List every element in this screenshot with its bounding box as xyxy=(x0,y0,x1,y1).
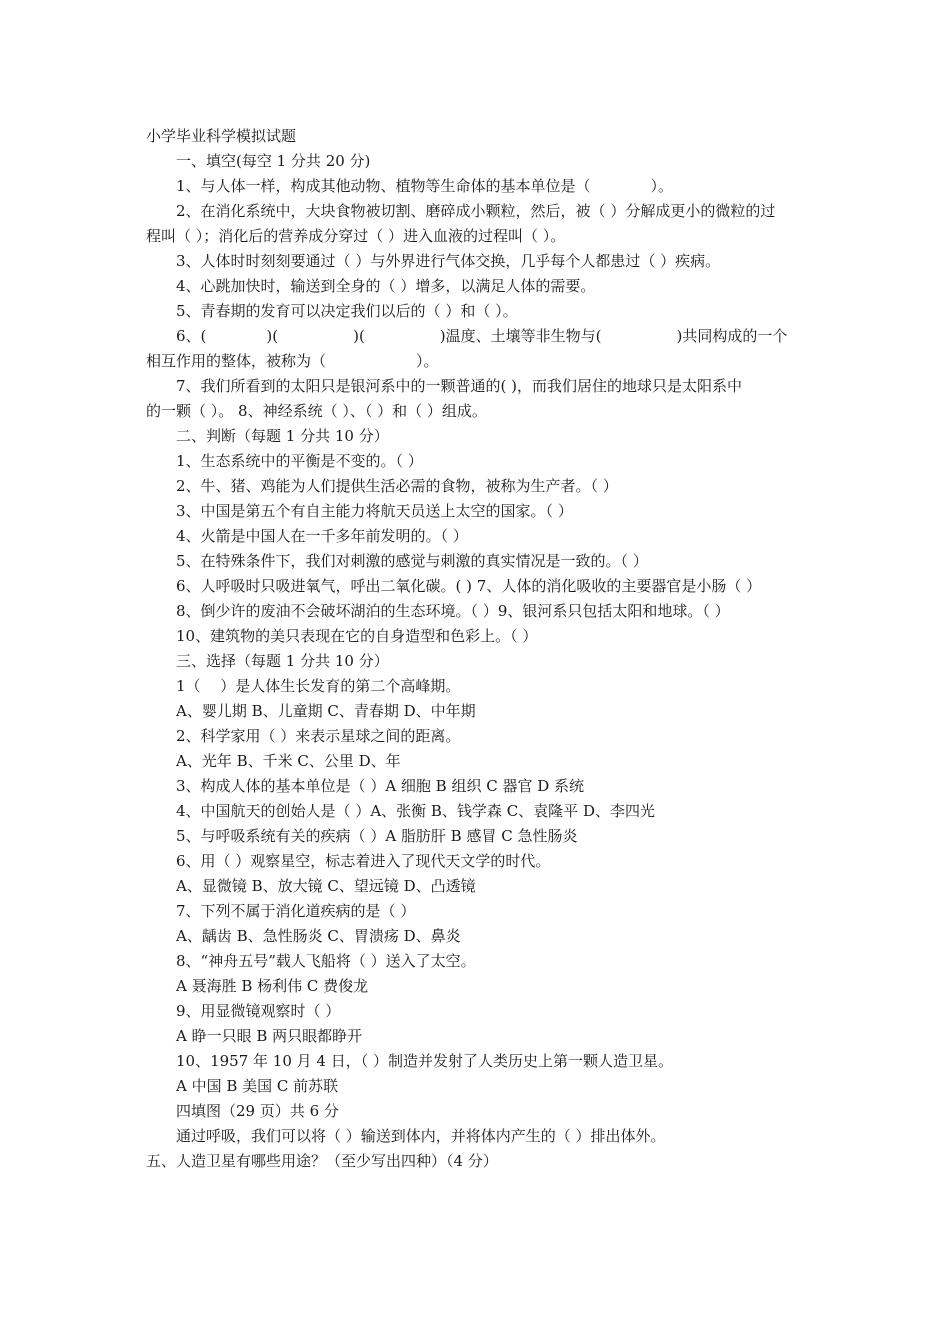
question-line: 8、“神舟五号”载人飞船将（ ）送入了太空。 xyxy=(176,952,476,970)
question-line: 通过呼吸，我们可以将（ ）输送到体内，并将体内产生的（ ）排出体外。 xyxy=(176,1127,666,1145)
question-line: 2、科学家用（ ）来表示星球之间的距离。 xyxy=(176,727,461,745)
answer-options: A 聂海胜 B 杨利伟 C 费俊龙 xyxy=(176,977,369,995)
question-line: 10、1957 年 10 月 4 日，（ ）制造并发射了人类历史上第一颗人造卫星。 xyxy=(176,1052,674,1070)
question-line-continuation: 的一颗（ ）。 8、神经系统（ ）、（ ）和（ ）组成。 xyxy=(146,402,487,420)
question-line: 10、建筑物的美只表现在它的自身造型和色彩上。（ ） xyxy=(176,627,538,645)
question-line: 5、青春期的发育可以决定我们以后的（ ）和（ ）。 xyxy=(176,302,518,320)
section-heading-fill-blank: 一、填空(每空 1 分共 20 分) xyxy=(176,152,371,170)
question-line: 1、生态系统中的平衡是不变的。（ ） xyxy=(176,452,423,470)
question-line: 3、构成人体的基本单位是（ ）A 细胞 B 组织 C 器官 D 系统 xyxy=(176,777,585,795)
question-line: 2、牛、猪、鸡能为人们提供生活必需的食物，被称为生产者。（ ） xyxy=(176,477,618,495)
question-line: 6、( )( )( )温度、土壤等非生物与( )共同构成的一个 xyxy=(176,327,788,345)
document-page xyxy=(146,124,812,1174)
question-line: 6、人呼吸时只吸进氧气，呼出二氧化碳。( ) 7、人体的消化吸收的主要器官是小肠（ ） xyxy=(176,577,762,595)
question-line: 2、在消化系统中，大块食物被切割、磨碎成小颗粒，然后，被（ ）分解成更小的微粒的过 xyxy=(176,202,776,220)
answer-options: A、光年 B、千米 C、公里 D、年 xyxy=(176,752,401,770)
section-heading-fill-diagram: 四填图（29 页）共 6 分 xyxy=(176,1102,339,1120)
question-line: 6、用（ ）观察星空，标志着进入了现代天文学的时代。 xyxy=(176,852,551,870)
question-line: 5、与呼吸系统有关的疾病（ ）A 脂肪肝 B 感冒 C 急性肠炎 xyxy=(176,827,578,845)
question-line: 1（ ）是人体生长发育的第二个高峰期。 xyxy=(176,677,461,695)
question-line: 9、用显微镜观察时（ ） xyxy=(176,1002,341,1020)
question-line-continuation: 相互作用的整体，被称为（ ）。 xyxy=(146,352,439,370)
answer-options: A、龋齿 B、急性肠炎 C、胃溃疡 D、鼻炎 xyxy=(176,927,461,945)
question-line: 7、下列不属于消化道疾病的是（ ） xyxy=(176,902,416,920)
document-title: 小学毕业科学模拟试题 xyxy=(146,127,297,145)
section-heading-true-false: 二、判断（每题 1 分共 10 分） xyxy=(176,427,389,445)
question-line: 7、我们所看到的太阳只是银河系中的一颗普通的( )，而我们居住的地球只是太阳系中 xyxy=(176,377,743,395)
section-heading-multiple-choice: 三、选择（每题 1 分共 10 分） xyxy=(176,652,389,670)
question-line: 4、中国航天的创始人是（ ）A、张衡 B、钱学森 C、袁隆平 D、李四光 xyxy=(176,802,655,820)
answer-options: A 睁一只眼 B 两只眼都睁开 xyxy=(176,1027,363,1045)
answer-options: A、显微镜 B、放大镜 C、望远镜 D、凸透镜 xyxy=(176,877,476,895)
question-line: 1、与人体一样，构成其他动物、植物等生命体的基本单位是（ ）。 xyxy=(176,177,674,195)
question-line: 3、人体时时刻刻要通过（ ）与外界进行气体交换，几乎每个人都患过（ ）疾病。 xyxy=(176,252,721,270)
question-line: 4、心跳加快时，输送到全身的（ ）增多，以满足人体的需要。 xyxy=(176,277,596,295)
question-line: 4、火箭是中国人在一千多年前发明的。（ ） xyxy=(176,527,468,545)
question-line: 8、倒少许的废油不会破坏湖泊的生态环境。（ ）9、银河系只包括太阳和地球。（ ） xyxy=(176,602,730,620)
question-line: 5、在特殊条件下，我们对刺激的感觉与刺激的真实情况是一致的。（ ） xyxy=(176,552,648,570)
section-heading-short-answer: 五、人造卫星有哪些用途？（至少写出四种）（4 分） xyxy=(146,1152,498,1170)
question-line-continuation: 程叫（ ）；消化后的营养成分穿过（ ）进入血液的过程叫（ ）。 xyxy=(146,227,566,245)
answer-options: A 中国 B 美国 C 前苏联 xyxy=(176,1077,339,1095)
question-line: 3、中国是第五个有自主能力将航天员送上太空的国家。（ ） xyxy=(176,502,573,520)
answer-options: A、婴儿期 B、儿童期 C、青春期 D、中年期 xyxy=(176,702,476,720)
